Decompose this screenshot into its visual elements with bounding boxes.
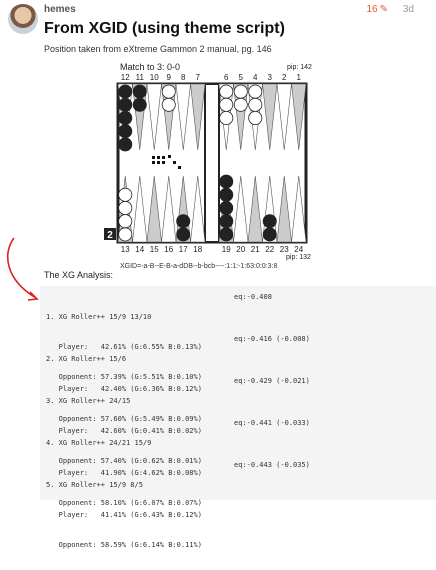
die-pip	[178, 166, 181, 169]
player-line: Player: 42.60% (G:0.41% B:0.02%)	[46, 427, 202, 435]
black-checker	[133, 98, 146, 111]
point-number-bottom: 15	[149, 245, 159, 254]
die-pip	[157, 156, 160, 159]
point-number-bottom: 14	[135, 245, 145, 254]
point-number-top: 11	[135, 73, 144, 82]
pip-bottom: pip: 132	[286, 254, 311, 261]
point-number-top: 9	[166, 73, 171, 82]
white-checker	[234, 85, 247, 98]
point-number-bottom: 18	[193, 245, 203, 254]
post-username[interactable]: hemes	[44, 4, 76, 15]
white-checker	[249, 85, 262, 98]
black-checker	[220, 188, 233, 201]
player-line: Player: 42.40% (G:6.36% B:0.12%)	[46, 385, 202, 393]
avatar[interactable]	[8, 4, 38, 34]
move-line: 4. XG Roller++ 24/21 15/9 eq:-0.441 (-0.033)	[46, 419, 310, 447]
backgammon-board	[104, 70, 316, 260]
white-checker	[119, 228, 132, 241]
white-checker	[119, 188, 132, 201]
point-number-bottom: 13	[120, 245, 130, 254]
white-checker	[249, 111, 262, 124]
black-checker	[119, 111, 132, 124]
black-checker	[177, 215, 190, 228]
analysis-entry	[46, 460, 310, 570]
move-line: 2. XG Roller++ 15/6 eq:-0.416 (-0.008)	[46, 335, 310, 363]
black-checker	[177, 228, 190, 241]
black-checker	[119, 138, 132, 151]
white-checker	[119, 215, 132, 228]
equity: eq:-0.408	[234, 293, 272, 301]
die-pip	[168, 155, 171, 158]
black-checker	[133, 85, 146, 98]
edit-count[interactable]	[366, 4, 388, 15]
xgid-string: XGID=-a-B--E-B-a-dDB--b-bcb----:1:1:-1:63:0:0:3:8	[120, 263, 278, 270]
edit-count-label: 16	[366, 4, 378, 15]
point-number-top: 8	[181, 73, 186, 82]
pip-top: pip: 142	[287, 64, 312, 71]
equity: eq:-0.416 (-0.008)	[234, 335, 310, 343]
black-checker	[119, 125, 132, 138]
die-pip	[157, 161, 160, 164]
move-line: 1. XG Roller++ 15/9 13/10 eq:-0.408	[46, 293, 272, 321]
opponent-line: Opponent: 58.59% (G:6.14% B:0.11%)	[46, 541, 202, 549]
point-number-top: 7	[195, 73, 200, 82]
die-pip	[173, 161, 176, 164]
player-line: Player: 42.61% (G:6.55% B:0.13%)	[46, 343, 202, 351]
black-checker	[220, 175, 233, 188]
post-age[interactable]: 3d	[402, 4, 414, 15]
point-number-bottom: 20	[236, 245, 246, 254]
opponent-line: Opponent: 58.10% (G:6.07% B:0.07%)	[46, 499, 202, 507]
white-checker	[220, 111, 233, 124]
black-checker	[220, 228, 233, 241]
cube-value: 2	[107, 230, 113, 241]
white-checker	[249, 98, 262, 111]
black-checker	[220, 201, 233, 214]
point-number-top: 12	[120, 73, 130, 82]
black-checker	[119, 85, 132, 98]
white-checker	[162, 85, 175, 98]
opponent-line: Opponent: 57.60% (G:5.49% B:0.09%)	[46, 415, 202, 423]
point-number-top: 1	[296, 73, 301, 82]
player-line: Player: 41.41% (G:6.43% B:0.12%)	[46, 511, 202, 519]
move-line: 3. XG Roller++ 24/15 eq:-0.429 (-0.021)	[46, 377, 310, 405]
equity: eq:-0.443 (-0.035)	[234, 461, 310, 469]
equity: eq:-0.429 (-0.021)	[234, 377, 310, 385]
die-pip	[162, 156, 165, 159]
point-number-top: 6	[224, 73, 229, 82]
point-number-top: 3	[267, 73, 272, 82]
point-number-bottom: 21	[250, 245, 260, 254]
opponent-line: Opponent: 57.39% (G:5.51% B:0.10%)	[46, 373, 202, 381]
point-number-bottom: 22	[265, 245, 275, 254]
player-line: Player: 41.90% (G:4.62% B:0.08%)	[46, 469, 202, 477]
point-number-bottom: 23	[279, 245, 289, 254]
match-label: Match to 3: 0-0	[120, 62, 181, 72]
analysis-code-block	[40, 286, 436, 549]
die-pip	[152, 156, 155, 159]
white-checker	[220, 98, 233, 111]
pencil-icon: ✎	[379, 4, 388, 15]
opponent-line: Opponent: 57.40% (G:0.62% B:0.01%)	[46, 457, 202, 465]
move-line: 5. XG Roller++ 15/9 8/5 eq:-0.443 (-0.035)	[46, 461, 310, 489]
point-number-bottom: 24	[294, 245, 304, 254]
point-number-bottom: 17	[178, 245, 188, 254]
red-arrow-annotation	[0, 236, 44, 304]
board-bar	[205, 84, 219, 242]
white-checker	[234, 98, 247, 111]
black-checker	[119, 98, 132, 111]
point-number-bottom: 19	[221, 245, 231, 254]
point-number-top: 10	[149, 73, 159, 82]
point-number-top: 2	[282, 73, 287, 82]
black-checker	[220, 215, 233, 228]
point-number-top: 4	[253, 73, 258, 82]
post-title: From XGID (using theme script)	[44, 20, 285, 37]
analysis-label: The XG Analysis:	[44, 270, 114, 280]
white-checker	[220, 85, 233, 98]
die-pip	[162, 161, 165, 164]
die-pip	[152, 161, 155, 164]
point-number-bottom: 16	[164, 245, 174, 254]
point-number-top: 5	[238, 73, 243, 82]
post-subtitle: Position taken from eXtreme Gammon 2 manual, pg. 146	[44, 44, 272, 54]
black-checker	[263, 228, 276, 241]
black-checker	[263, 215, 276, 228]
white-checker	[162, 98, 175, 111]
equity: eq:-0.441 (-0.033)	[234, 419, 310, 427]
white-checker	[119, 201, 132, 214]
